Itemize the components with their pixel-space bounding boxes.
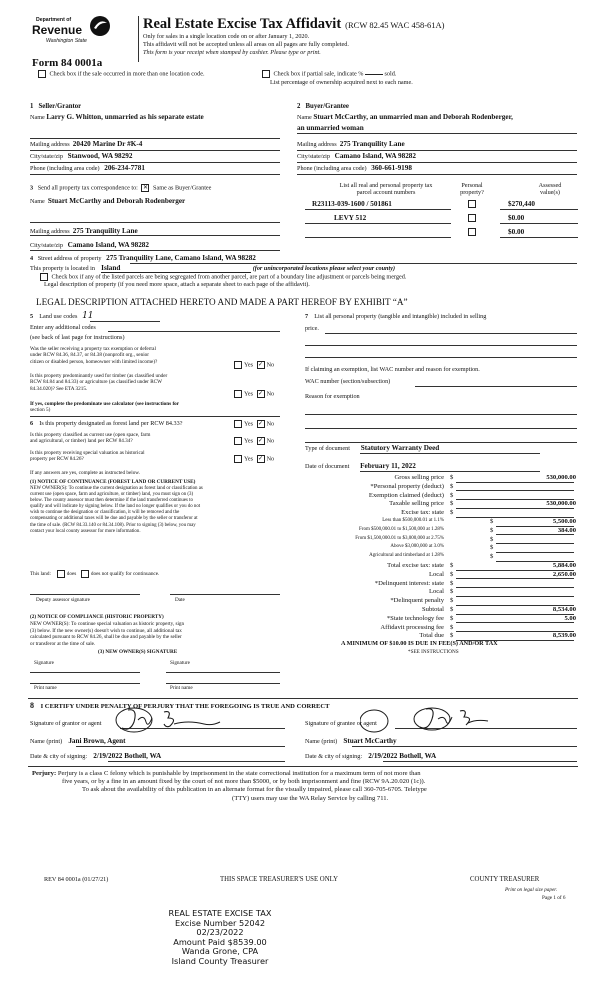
tax-row-dollar: $: [450, 491, 454, 499]
notice-compliance-line: or transferor at the time of sale.: [30, 640, 96, 647]
notice-continuance-text: [30, 486, 203, 535]
dor-logo: [30, 14, 116, 48]
grantor-name-label: Name (print): [30, 738, 63, 745]
exemption-instructions: If claiming an exemption, list WAC number and reason for exemption.: [305, 366, 480, 373]
historic-no-checkbox[interactable]: ✓: [258, 456, 264, 462]
perjury-line-1: Perjury is a class C felony which is punishable by imprisonment in the state correctional institution for a maximum term of not more than: [57, 770, 421, 777]
buyer-mail[interactable]: 275 Tranquility Lane: [339, 140, 405, 148]
tax-row-label: *State technology fee: [386, 614, 444, 622]
header-note-3: This form is your receipt when stamped by cashier. Please type or print.: [143, 49, 321, 56]
seller-heading-no: 1: [30, 103, 34, 110]
tax-row-label: Local: [428, 570, 444, 578]
revision-label: REV 84 0001a (01/27/21): [44, 876, 109, 883]
section7-no: 7: [305, 313, 309, 320]
grantor-signature-label: Signature of grantor or agent: [30, 720, 102, 727]
land-does-checkbox[interactable]: [57, 570, 65, 578]
buyer-heading: [297, 103, 349, 110]
exemption-reason-label: Reason for exemption: [305, 393, 360, 400]
tax-row-label: *Delinquent interest: state: [374, 579, 444, 587]
tax-row-label: Exemption claimed (deduct): [368, 491, 444, 499]
historic-no-label: No: [266, 455, 275, 463]
personal-property-text: List all personal property (tangible and intangible) included in selling: [314, 313, 487, 320]
correspondence-name-label: Name: [30, 198, 45, 205]
additional-codes-label: Enter any additional codes: [30, 324, 96, 331]
parcel-row-3-personal-checkbox[interactable]: [468, 228, 476, 236]
multi-location-checkbox[interactable]: [38, 70, 46, 78]
grantee-date-row: [305, 753, 436, 760]
tax-row-dollar: $: [450, 562, 454, 569]
same-as-buyer-checkbox[interactable]: ✕: [142, 185, 148, 191]
forest-no-label: No: [266, 420, 275, 428]
parcel-row-1-value[interactable]: $270,440: [508, 200, 535, 208]
parcel-col-3-line2: value(s): [540, 189, 560, 197]
tax-row-label: Taxable selling price: [389, 500, 444, 508]
tax-row-line: [456, 587, 574, 588]
seller-name-label: Name: [30, 114, 45, 121]
tax-row-line: [456, 622, 574, 623]
document-date-label: Date of document: [305, 463, 350, 470]
header-note-1: Only for sales in a single location code on or after January 1, 2020.: [143, 33, 310, 40]
tax-row-amount[interactable]: 5,500.00: [552, 518, 576, 525]
historic-q-line-2: property per RCW 84.26?: [30, 456, 84, 463]
current-use-no-checkbox[interactable]: ✓: [258, 438, 264, 444]
tax-row-dollar: $: [490, 544, 494, 552]
parcel-col-2-line2: property?: [460, 189, 484, 197]
grantor-name-row: [30, 738, 126, 745]
notice-continuance-line: below. The county assessor must then determine if the land transferred continues to: [30, 498, 193, 504]
tax-row-dollar: $: [450, 588, 454, 596]
stamp-line-2: Excise Number 52042: [174, 917, 266, 928]
tax-table: [300, 474, 580, 640]
partial-sale-label: Check box if partial sale, indicate %: [273, 70, 364, 78]
correspondence-heading: [30, 184, 211, 192]
seller-mail-label: Mailing address: [30, 141, 70, 148]
parcel-row-1-personal-checkbox[interactable]: [468, 200, 476, 208]
tax-row-dollar: $: [450, 597, 454, 605]
personal-property-row: [305, 313, 486, 320]
notice-continuance-line: the time of sale. (RCW 84.33.140 or 84.34.108). Prior to signing (3) below, you may: [30, 522, 196, 528]
forest-yes-label: Yes: [244, 420, 254, 428]
tax-row-label: Total due: [419, 632, 444, 640]
forest-no-checkbox[interactable]: ✓: [258, 421, 264, 427]
certify-text: I CERTIFY UNDER PENALTY OF PERJURY THAT THE FOREGOING IS TRUE AND CORRECT: [40, 703, 330, 710]
notice-continuance-line: qualify and will indicate by signing below. If the land no longer qualifies or you do not: [30, 504, 201, 510]
see-instructions-note: *SEE INSTRUCTIONS: [408, 649, 459, 655]
historic-q-line-1: Is this property receiving special valuation as historical: [30, 450, 145, 456]
notice-continuance-line: compensating or additional taxes will be due and payable by the seller or transferor at: [30, 516, 198, 522]
seller-city-label: City/state/zip: [30, 153, 63, 160]
property-heading-no: 4: [30, 255, 34, 262]
current-use-answer: [232, 437, 274, 445]
document-type-row: [305, 445, 439, 452]
tax-row-amount[interactable]: 530,000.00: [546, 500, 576, 508]
timber-q-line-3: 84.34.020)? See ETA 3215.: [30, 385, 88, 392]
deputy-date-label: Date: [175, 597, 185, 603]
deputy-signature-label: Deputy assessor signature: [36, 597, 90, 603]
stamp-line-1: REAL ESTATE EXCISE TAX: [168, 908, 272, 918]
buyer-heading-text: Buyer/Grantee: [305, 103, 349, 110]
logo-revenue: Revenue: [32, 23, 83, 37]
land-use-label: Land use codes: [39, 313, 78, 320]
owner-print-label-1: Print name: [34, 685, 57, 691]
buyer-name-row: [297, 114, 513, 121]
forest-q-text: Is this property designated as forest land per RCW 84.33?: [39, 420, 183, 427]
parcel-row-2-number[interactable]: LEVY 512: [334, 214, 367, 222]
parcel-col-2-line1: Personal: [461, 182, 483, 189]
document-type[interactable]: Statutory Warranty Deed: [360, 444, 440, 452]
tax-row-dollar: $: [490, 553, 494, 561]
timber-q-line-1: Is this property predominantly used for timber (as classified under: [30, 373, 168, 379]
section5-no: 5: [30, 313, 34, 320]
tax-row-label: *Delinquent penalty: [390, 597, 444, 605]
correspondence-heading-text: Send all property tax correspondence to:: [37, 184, 138, 192]
notice-continuance-line: wish to continue the designation or classification, it will be removed and the: [30, 510, 180, 516]
grantee-signature[interactable]: [360, 705, 490, 735]
parcel-row-1-number[interactable]: R23113-039-1600 / 501861: [312, 200, 392, 208]
buyer-phone-row: [297, 165, 412, 172]
parcel-row-3-value[interactable]: $0.00: [508, 228, 525, 236]
current-use-question: [30, 432, 150, 445]
grantee-name-row: [305, 738, 397, 745]
predominate-use-line-1: If yes, complete the predominate use calculator (see instructions for: [30, 401, 180, 407]
document-type-label: Type of document: [305, 445, 350, 452]
current-use-q-line-2: and agricultural, or timber) land per RCW 84.34?: [30, 438, 133, 445]
grantee-date[interactable]: 2/19/2022 Bothell, WA: [368, 752, 437, 760]
timber-yes-checkbox[interactable]: [234, 390, 242, 398]
tax-row-dollar: $: [490, 518, 494, 525]
seller-phone[interactable]: 206-234-7781: [104, 164, 145, 172]
tax-row-line: [496, 543, 574, 544]
legal-paper-note: Print on legal size paper.: [505, 887, 558, 893]
seller-name[interactable]: Larry G. Whitton, unmarried as his separate estate: [46, 113, 204, 121]
tax-row-dollar: $: [450, 482, 454, 490]
exemption-yes-checkbox[interactable]: [234, 361, 242, 369]
exemption-q-line-1: Was the seller receiving a property tax exemption or deferral: [30, 346, 156, 352]
buyer-mail-row: [297, 141, 405, 148]
property-located-label: This property is located in: [30, 265, 95, 272]
buyer-name-2[interactable]: an unmarried woman: [297, 124, 364, 132]
notice-compliance-title: (2) NOTICE OF COMPLIANCE (HISTORIC PROPERTY): [30, 614, 164, 620]
seller-heading: [30, 103, 81, 110]
buyer-name-label: Name: [297, 114, 312, 121]
perjury-line-2: five years, or by a fine in an amount fixed by the court of not more than $5000, or by both imprisonment and fine (RCW 9A.20.020 (1c)).: [62, 778, 426, 786]
seller-heading-text: Seller/Grantor: [38, 103, 82, 110]
logo-swoosh-icon: [88, 14, 112, 38]
tax-row-label: Agricultural and timberland at 1.28%: [369, 553, 444, 559]
tax-row-label: Local: [428, 588, 444, 596]
parcel-row-2-personal-checkbox[interactable]: [468, 214, 476, 222]
land-use-code[interactable]: 11: [82, 311, 94, 321]
parcel-col-1-line1: List all real and personal property tax: [339, 182, 433, 189]
multi-location-label: Check box if the sale occurred in more than one location code.: [49, 70, 205, 78]
stamp-line-4: Amount Paid $8539.00: [173, 936, 267, 947]
stamp-line-6: Island County Treasurer: [171, 955, 269, 966]
grantee-name[interactable]: Stuart McCarthy: [343, 737, 397, 745]
tax-row-dollar: $: [450, 500, 454, 508]
grantor-date-row: [30, 753, 161, 760]
legal-exhibit: LEGAL DESCRIPTION ATTACHED HERETO AND MADE A PART HEREOF BY EXHIBIT “A”: [36, 297, 408, 307]
notice-continuance-title: (1) NOTICE OF CONTINUANCE (FOREST LAND OR CURRENT USE): [30, 479, 196, 485]
treasurer-stamp: [155, 909, 285, 967]
page-number: Page 1 of 6: [542, 895, 566, 901]
exemption-no-label: No: [266, 361, 275, 369]
parcel-col-3-line1: Assessed: [538, 182, 562, 189]
stamp-line-5: Wanda Grone, CPA: [181, 946, 259, 957]
section6-no: 6: [30, 420, 34, 427]
owner-signature-label-2: Signature: [170, 660, 190, 666]
correspondence-mail-row: [30, 228, 138, 235]
correspondence-name-row: [30, 198, 185, 205]
this-land-label: This land:: [30, 571, 51, 578]
notice-compliance-line: (3) below. If the new owner(s) doesn't wish to continue, all additional tax: [30, 627, 182, 634]
timber-yes-label: Yes: [244, 390, 254, 398]
notice-continuance-line: current use (open space, farm and agriculture, or timber) land, you must sign on (3): [30, 492, 194, 498]
current-use-yes-label: Yes: [244, 437, 254, 445]
tax-row-label: Above $3,000,000 at 3.0%: [390, 544, 444, 550]
property-county[interactable]: Island: [101, 265, 251, 273]
parcel-col-3-header: [530, 182, 570, 197]
tax-row-dollar: $: [450, 614, 454, 622]
perjury-line-3: To ask about the availability of this publication in an alternate format for the visually impaired, please call 360-705-6705. Teletype: [82, 786, 427, 794]
notice-compliance-line: calculated pursuant to RCW 84.26, shall be due and payable by the seller: [30, 634, 182, 640]
tax-row-amount[interactable]: 530,000.00: [546, 474, 576, 481]
historic-answer: [232, 455, 274, 463]
perjury-notice: [32, 770, 427, 803]
correspondence-heading-no: 3: [30, 184, 34, 192]
owner-signature-label-1: Signature: [34, 660, 54, 666]
tax-row-amount[interactable]: 384.00: [557, 526, 576, 534]
timber-no-label: No: [266, 390, 275, 398]
buyer-city-row: [297, 153, 416, 160]
tax-row-label: *Personal property (deduct): [370, 482, 444, 490]
parcel-row-2-value[interactable]: $0.00: [508, 214, 525, 222]
parcel-col-1-header: [326, 182, 446, 197]
historic-yes-label: Yes: [244, 455, 254, 463]
tax-row-label: Total excise tax: state: [387, 562, 444, 569]
tax-row-dollar: $: [450, 606, 454, 613]
exemption-q-line-3: citizen or disabled person, homeowner with limited income)?: [30, 358, 158, 365]
form-title-main: Real Estate Excise Tax Affidavit: [143, 16, 342, 32]
segregated-row: [38, 273, 406, 281]
timber-answer: [232, 390, 274, 398]
owner-print-label-2: Print name: [170, 685, 193, 691]
grantee-signature-label: Signature of grantee or agent: [305, 720, 377, 727]
tax-row-line: [456, 614, 574, 615]
seller-phone-row: [30, 165, 145, 172]
current-use-q-line-1: Is this property classified as current use (open space, farm: [30, 432, 151, 438]
grantor-name[interactable]: Jani Brown, Agent: [68, 737, 126, 745]
land-use-row: [30, 313, 94, 320]
tax-row-label: From $1,500,000.01 to $3,000,000 at 2.75%: [355, 535, 444, 541]
tax-row-dollar: $: [450, 509, 454, 517]
tax-row-amount[interactable]: 8,534.00: [552, 606, 576, 613]
correspondence-name[interactable]: Stuart McCarthy and Deborah Rodenberger: [47, 197, 186, 205]
seller-city-row: [30, 153, 132, 160]
seller-phone-label: Phone (including area code): [30, 165, 100, 172]
seller-mail[interactable]: 20420 Marine Dr #K-4: [72, 140, 143, 148]
exemption-q-line-2: under RCW 84.36, 84.37, or 84.38 (nonprofit org., senior: [30, 352, 149, 359]
document-date[interactable]: February 11, 2022: [360, 462, 416, 470]
county-treasurer-label: COUNTY TREASURER: [470, 876, 540, 883]
treasurer-use-label: THIS SPACE TREASURER'S USE ONLY: [220, 876, 339, 883]
correspondence-city-row: [30, 242, 149, 249]
land-does-not-label: does not qualify for continuance.: [90, 571, 160, 578]
tax-row-dollar: $: [490, 526, 494, 534]
grantor-date[interactable]: 2/19/2022 Bothell, WA: [93, 752, 162, 760]
same-as-buyer-label: Same as Buyer/Grantee: [153, 184, 212, 192]
minimum-fee-note: A MINIMUM OF $10.00 IS DUE IN FEE(S) AND/OR TAX: [341, 640, 498, 647]
partial-sale-checkbox[interactable]: [262, 70, 270, 78]
header-note-2: This affidavit will not be accepted unless all areas on all pages are fully completed.: [143, 41, 349, 48]
parcel-col-1-line2: parcel account numbers: [356, 189, 416, 197]
property-street[interactable]: 275 Tranquility Lane, Camano Island, WA 98282: [106, 254, 256, 262]
perjury-label: Perjury:: [32, 770, 57, 777]
exemption-question: [30, 346, 157, 365]
tax-row-dollar: $: [450, 579, 454, 587]
correspondence-mail[interactable]: 275 Tranquility Lane: [72, 227, 138, 235]
tax-row-amount[interactable]: 8,539.00: [552, 632, 576, 640]
seller-name-row: [30, 114, 204, 121]
segregated-checkbox[interactable]: [40, 273, 48, 281]
notice-continuance-line: contact your local county assessor for more information.: [30, 528, 141, 534]
notice-continuance-line: NEW OWNER(S): To continue the current designation as forest land or classification as: [30, 486, 203, 491]
logo-state: Washington State: [46, 38, 87, 44]
exemption-no-checkbox[interactable]: ✓: [258, 362, 264, 368]
form-title: [143, 15, 445, 33]
buyer-city[interactable]: Camano Island, WA 98282: [334, 152, 416, 160]
land-does-not-checkbox[interactable]: [81, 570, 89, 578]
tax-row-label: Gross selling price: [394, 474, 444, 481]
buyer-mail-label: Mailing address: [297, 141, 337, 148]
buyer-heading-no: 2: [297, 103, 301, 110]
tax-row-label: Excise tax: state: [401, 509, 444, 517]
exemption-answer: [232, 361, 274, 369]
personal-property-text-2: price.: [305, 325, 319, 332]
seller-city[interactable]: Stanwood, WA 98292: [67, 152, 133, 160]
forest-question: [30, 420, 182, 427]
historic-yes-checkbox[interactable]: [234, 455, 242, 463]
notice-compliance-text: [30, 621, 184, 647]
tax-row-dollar: $: [450, 570, 454, 578]
tax-row-line: [456, 596, 574, 597]
legal-note: Legal description of property (if you need more space, attach a separate sheet to each page of the affidavit).: [44, 281, 310, 288]
new-owner-signature-heading: (3) NEW OWNER(S) SIGNATURE: [98, 649, 178, 655]
grantor-signature[interactable]: [108, 706, 228, 736]
correspondence-city[interactable]: Camano Island, WA 98282: [67, 241, 149, 249]
buyer-phone-label: Phone (including area code): [297, 165, 367, 172]
form-title-citation: (RCW 82.45 WAC 458-61A): [345, 20, 445, 30]
tax-row-dollar: $: [450, 474, 454, 481]
if-yes-note: If any answers are yes, complete as instructed below.: [30, 470, 141, 476]
tax-row-line: [456, 508, 574, 509]
tax-row-line: [456, 490, 574, 491]
tax-row-label: Less than $500,000.01 at 1.1%: [382, 518, 444, 523]
tax-row-line: [456, 482, 574, 483]
timber-q-line-2: RCW 84.84 and 84.33) or agriculture (as classified under RCW: [30, 379, 163, 386]
tax-row-label: Subtotal: [422, 606, 444, 613]
form-number: Form 84 0001a: [32, 57, 103, 69]
tax-row-amount[interactable]: 5,884.00: [552, 562, 576, 569]
tax-row-line: [496, 534, 574, 535]
tax-row-dollar: $: [450, 623, 454, 631]
exemption-yes-label: Yes: [244, 361, 254, 369]
parcel-col-2-header: [455, 182, 489, 197]
this-land-row: [30, 570, 159, 578]
forest-answer: [232, 420, 274, 428]
buyer-phone[interactable]: 360-661-9198: [371, 164, 412, 172]
tax-row-line: [496, 552, 574, 553]
buyer-name-1[interactable]: Stuart McCarthy, an unmarried man and Deborah Rodenberger,: [313, 113, 513, 121]
segregated-label: Check box if any of the listed parcels are being segregated from another parcel, are part of a boundary line adjustment or parcels being merged.: [51, 273, 407, 281]
forest-yes-checkbox[interactable]: [234, 420, 242, 428]
sold-label: sold.: [384, 70, 397, 78]
predominate-use-line-2: section 5): [30, 407, 51, 414]
notice-compliance-line: NEW OWNER(S): To continue special valuation as historic property, sign: [30, 621, 185, 627]
section8-no: 8: [30, 701, 34, 710]
tax-row-dollar: $: [450, 632, 454, 640]
property-street-label: Street address of property: [37, 255, 102, 262]
tax-row-amount[interactable]: 5.00: [564, 614, 576, 622]
correspondence-mail-label: Mailing address: [30, 228, 70, 235]
logo-dept-line: Department of: [36, 17, 72, 23]
tax-row-line: [456, 578, 574, 579]
ownership-note: List percentage of ownership acquired next to each name.: [270, 79, 413, 86]
perjury-line-4: (TTY) users may use the WA Relay Service by calling 711.: [232, 794, 389, 802]
predominate-use-note: [30, 401, 179, 414]
current-use-no-label: No: [266, 437, 275, 445]
tax-row-label: From $500,000.01 to $1,500,000 at 1.28%: [359, 526, 444, 532]
stamp-line-3: 02/23/2022: [196, 927, 244, 938]
tax-row-dollar: $: [490, 535, 494, 543]
current-use-yes-checkbox[interactable]: [234, 437, 242, 445]
historic-question: [30, 450, 145, 463]
seller-mail-row: [30, 141, 142, 148]
grantee-name-label: Name (print): [305, 738, 338, 745]
document-date-row: [305, 463, 416, 470]
correspondence-city-label: City/state/zip: [30, 242, 63, 249]
property-located-note: (for unincorporated locations please select your county): [252, 265, 396, 272]
land-does-label: does: [66, 571, 77, 578]
timber-question: [30, 373, 167, 392]
property-street-row: [30, 255, 256, 262]
grantor-date-label: Date & city of signing:: [30, 753, 88, 760]
timber-no-checkbox[interactable]: ✓: [258, 391, 264, 397]
see-back-label: (see back of last page for instructions): [30, 334, 125, 341]
partial-sale-row: [260, 70, 396, 78]
wac-number-label: WAC number (section/subsection): [305, 378, 391, 385]
multi-location-row: [36, 70, 205, 78]
tax-row-amount[interactable]: 2,650.00: [552, 570, 576, 578]
grantee-date-label: Date & city of signing:: [305, 753, 363, 760]
buyer-city-label: City/state/zip: [297, 153, 330, 160]
tax-row-label: Affidavit processing fee: [380, 623, 444, 631]
